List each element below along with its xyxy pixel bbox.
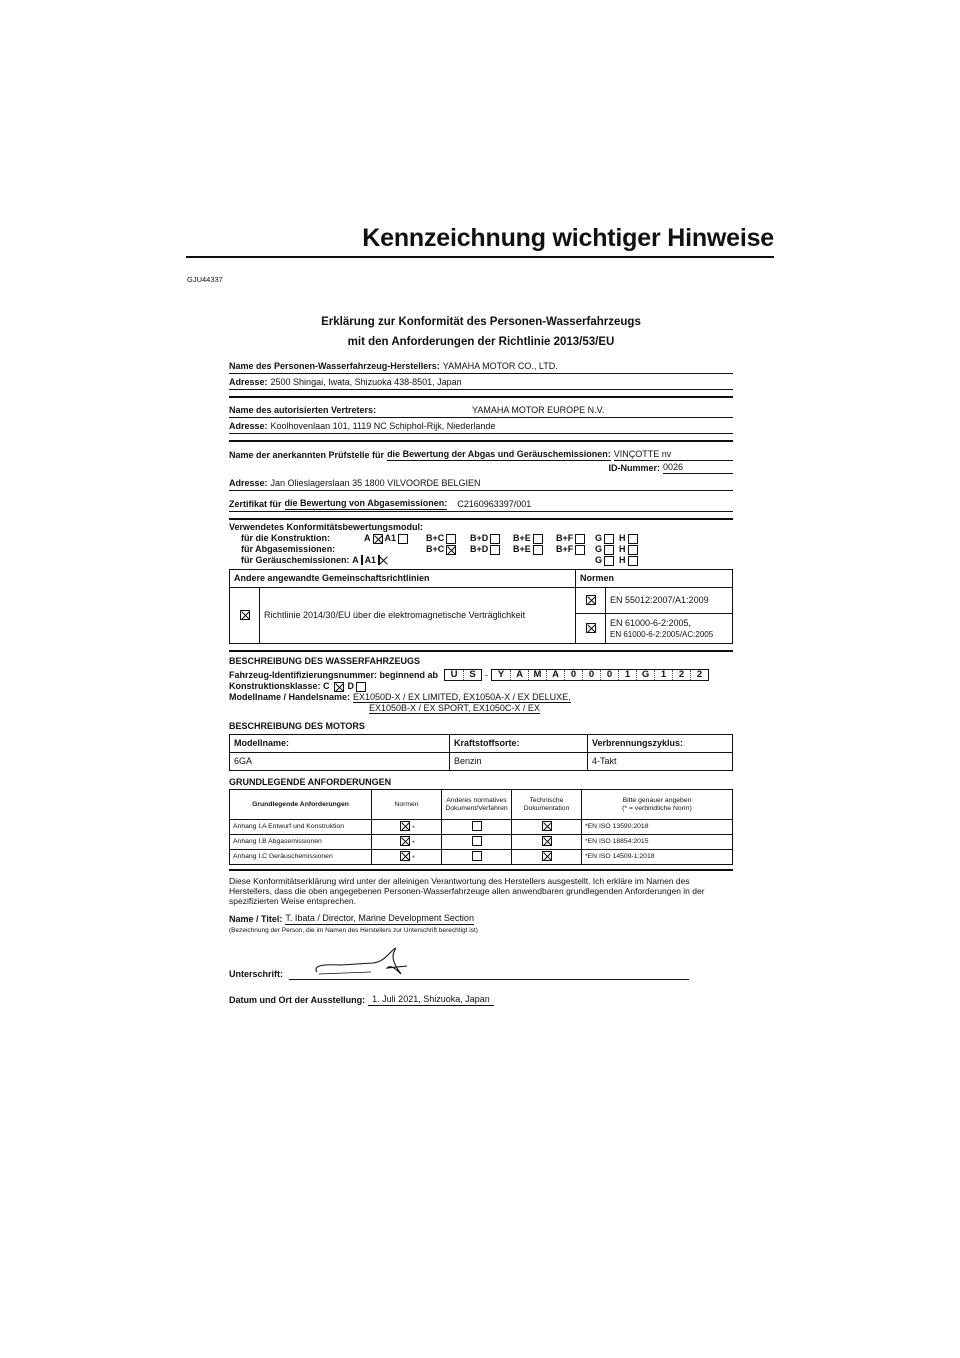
model-names-2: EX1050B-X / EX SPORT, EX1050C-X / EX [369, 703, 540, 713]
vin-char: A [510, 670, 528, 680]
checkbox-checked [400, 836, 410, 846]
checkbox [604, 556, 614, 566]
manufacturer-address-line: Adresse: 2500 Shingai, Iwata, Shizuoka 438-8501, Japan [229, 374, 733, 390]
id-number: 0026 [663, 462, 733, 474]
document-code: GJU44337 [187, 275, 223, 284]
checkbox [472, 851, 482, 861]
checkbox [628, 556, 638, 566]
craft-heading: BESCHREIBUNG DES WASSERFAHRZEUGS [229, 656, 421, 666]
checkbox-checked [542, 821, 552, 831]
checkbox [628, 545, 638, 555]
separator [229, 650, 733, 652]
vin-char: 0 [582, 670, 600, 680]
checkbox-checked [378, 555, 380, 565]
checkbox-checked [334, 682, 344, 692]
signature-image [311, 944, 421, 980]
title-rule [186, 256, 774, 258]
checkbox-checked [400, 821, 410, 831]
table-row: Anhang I.A Entwurf und Konstruktion * *EN ISO 13590:2018 [230, 820, 733, 835]
notified-body-name: VINÇOTTE nv [614, 449, 733, 461]
signatory-name: T. Ibata / Director, Marine Development Section [285, 913, 474, 923]
checkbox [356, 682, 366, 692]
page-title: Kennzeichnung wichtiger Hinweise [362, 224, 774, 252]
conformity-declaration [229, 312, 733, 1006]
checkbox [472, 821, 482, 831]
representative-address-line: Adresse: Koolhovenlaan 101, 1119 NC Schiphol-Rijk, Niederlande [229, 418, 733, 434]
other-directives-table: Andere angewandte Gemeinschaftsrichtlinien Normen Richtlinie 2014/30/EU über die elektromagnetische Verträglichkeit EN 55012:2007/A1:2009 EN 61000-6-2:2005, EN 61000-6-2:2005/AC:2005 [229, 569, 733, 644]
vin-char: Y [497, 669, 505, 680]
checkbox [472, 836, 482, 846]
requirements-table: Grundlegende Anforderungen Normen Anderes normatives Dokument/Verfahren Technische Dokumentation Bitte genauer angeben (* = verbindliche Norm) Anhang I.A Entwurf und Konstruktion * *EN ISO 13590:2018 Anhang I.B Abgasemissionen * *EN ISO 18854:2015 Anhang I.C Geräuschemissionen * *EN ISO 14509-1:2018 [229, 789, 733, 865]
checkbox-checked [240, 610, 250, 620]
signatory-note: (Bezeichnung der Person, die im Namen des Herstellers zur Unterschrift berechtigt ist) [229, 927, 478, 934]
vin-char: S [463, 670, 481, 680]
certificate-number: C2160963397/001 [457, 499, 532, 509]
checkbox [361, 555, 363, 565]
certificate-line: Zertifikat für die Bewertung von Abgasemissionen: C2160963397/001 [229, 495, 733, 512]
declaration-title: Erklärung zur Konformität des Personen-Wasserfahrzeugs mit den Anforderungen der Richtlinie 2013/53/EU [321, 316, 641, 348]
modules-exhaust: für Abgasemissionen: B+C B+D B+E B+F G H [229, 544, 733, 555]
vin-char: 0 [564, 670, 582, 680]
vin-char: A [546, 670, 564, 680]
manufacturer-line: Name des Personen-Wasserfahrzeug-Herstellers: YAMAHA MOTOR CO., LTD. [229, 358, 733, 374]
vin-line: Fahrzeug-Identifizierungsnummer: beginnend ab U S - Y A M A 0 0 0 1 G 1 2 2 [229, 669, 733, 681]
checkbox [533, 534, 543, 544]
vin-char: M [528, 670, 546, 680]
vin-char: U [450, 669, 458, 680]
manufacturer-name: YAMAHA MOTOR CO., LTD. [442, 361, 558, 371]
design-category-line: Konstruktionsklasse: C D [229, 681, 733, 692]
vin-char: 2 [690, 670, 708, 680]
signatory-line: Name / Titel: T. Ibata / Director, Marine Development Section [229, 913, 474, 924]
model-names-1: EX1050D-X / EX LIMITED, EX1050A-X / EX DELUXE, [353, 692, 571, 702]
vin-char: G [636, 670, 654, 680]
declaration-text: Diese Konformitätserklärung wird unter der alleinigen Verantwortung des Herstellers ausgestellt. Ich erkläre im Namen des Herstellers, dass die oben angegebenen Personen-Wasserfahrzeuge allen anwendbaren grundlegenden Anforderungen in der spezifizierten Weise entsprechen. [229, 876, 705, 906]
checkbox [446, 534, 456, 544]
id-number-line: ID-Nummer: 0026 [229, 462, 733, 475]
vin-char: 2 [672, 670, 690, 680]
checkbox-checked [373, 534, 383, 544]
vin-char: 1 [654, 670, 672, 680]
notified-body-line: Name der anerkannten Prüfstelle für die Bewertung der Abgas und Geräuschemissionen: VINÇOTTE nv [229, 446, 733, 462]
notified-address-line: Adresse: Jan Olieslagerslaan 35 1800 VILVOORDE BELGIEN [229, 475, 733, 491]
checkbox [604, 534, 614, 544]
checkbox [628, 534, 638, 544]
vin-prefix-boxes [444, 669, 482, 681]
checkbox [490, 545, 500, 555]
table-row: Anhang I.B Abgasemissionen * *EN ISO 18854:2015 [230, 835, 733, 850]
checkbox [604, 545, 614, 555]
issue-date: 1. Juli 2021, Shizuoka, Japan [368, 994, 494, 1006]
checkbox-checked [542, 836, 552, 846]
signature-line: Unterschrift: [229, 966, 689, 980]
table-row: Anhang I.C Geräuschemissionen * *EN ISO 14509-1:2018 [230, 850, 733, 865]
model-line: Modellname / Handelsname: EX1050D-X / EX LIMITED, EX1050A-X / EX DELUXE, [229, 692, 571, 702]
representative-line: Name des autorisierten Vertreters: YAMAHA MOTOR EUROPE N.V. [229, 402, 733, 418]
model-line-2 [229, 703, 733, 715]
modules-noise: für Geräuschemissionen: A A1 G H [229, 555, 733, 566]
issue-date-line: Datum und Ort der Ausstellung: 1. Juli 2021, Shizuoka, Japan [229, 994, 733, 1006]
checkbox [490, 534, 500, 544]
separator [229, 396, 733, 398]
checkbox-checked [586, 623, 596, 633]
requirements-heading: GRUNDLEGENDE ANFORDERUNGEN [229, 777, 392, 787]
modules-construction: für die Konstruktion: A A1 B+C B+D B+E B+F G H [229, 533, 733, 544]
vin-char: 1 [618, 670, 636, 680]
checkbox [398, 534, 408, 544]
separator [229, 869, 733, 871]
checkbox-checked [400, 851, 410, 861]
checkbox [575, 545, 585, 555]
separator [229, 440, 733, 442]
separator [229, 518, 733, 520]
checkbox [575, 534, 585, 544]
engine-heading: BESCHREIBUNG DES MOTORS [229, 721, 365, 731]
engine-table: Modellname: Kraftstoffsorte: Verbrennungszyklus: 6GA Benzin 4-Takt [229, 734, 733, 771]
checkbox [533, 545, 543, 555]
checkbox-checked [446, 545, 456, 555]
vin-char: 0 [600, 670, 618, 680]
checkbox-checked [586, 595, 596, 605]
vin-number-boxes [491, 669, 709, 681]
modules-heading: Verwendetes Konformitätsbewertungsmodul: [229, 522, 424, 532]
checkbox-checked [542, 851, 552, 861]
